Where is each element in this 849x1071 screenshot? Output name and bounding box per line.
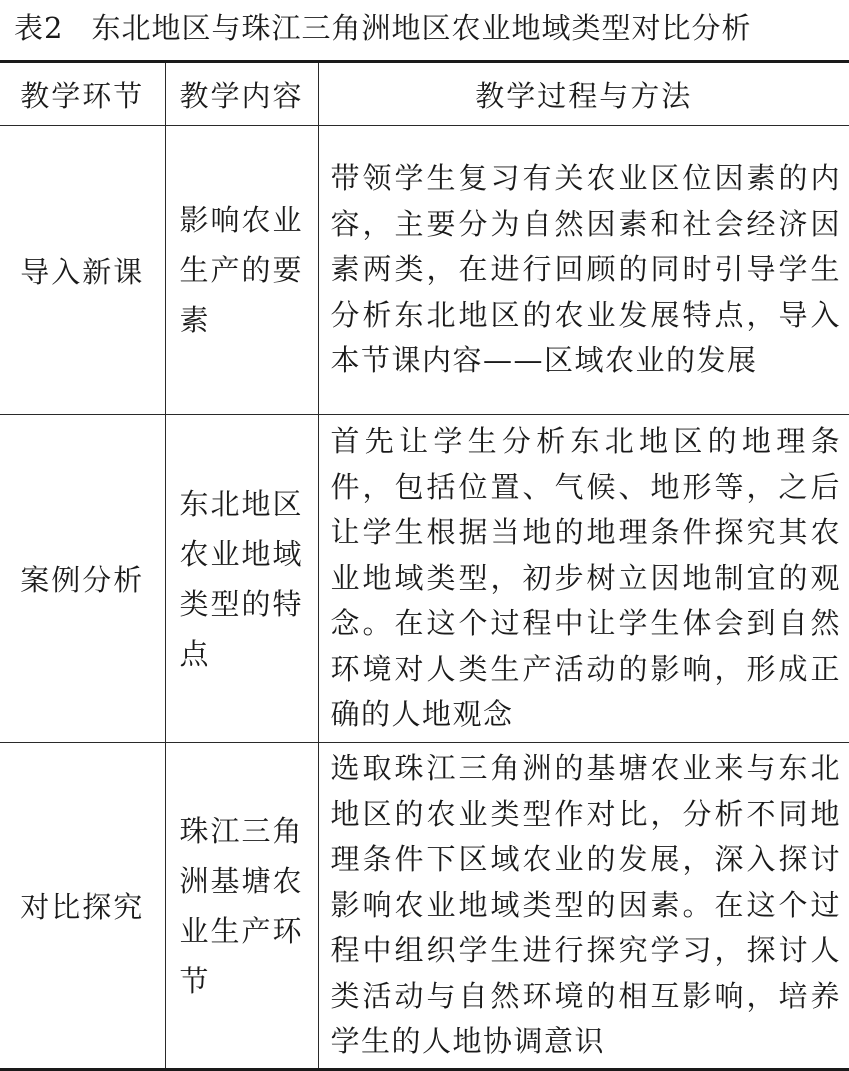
stage-cell: 导入新课 (0, 126, 165, 415)
content-cell: 东北地区农业地域类型的特点 (165, 415, 318, 743)
table-row (0, 743, 849, 1070)
stage-cell: 对比探究 (0, 743, 165, 1070)
content-cell: 影响农业生产的要素 (165, 126, 318, 415)
stage-cell: 案例分析 (0, 415, 165, 743)
table-caption (14, 8, 844, 48)
process-cell: 首先让学生分析东北地区的地理条件，包括位置、气候、地形等，之后让学生根据当地的地理条件探究其农业地域类型，初步树立因地制宜的观念。在这个过程中让学生体会到自然环境对人类生产活动的影响，形成正确的人地观念 (318, 415, 849, 743)
process-cell: 选取珠江三角洲的基塘农业来与东北地区的农业类型作对比，分析不同地理条件下区域农业的发展，深入探讨影响农业地域类型的因素。在这个过程中组织学生进行探究学习，探讨人类活动与自然环境的相互影响，培养学生的人地协调意识 (318, 743, 849, 1070)
table-header-row (0, 62, 849, 126)
lesson-table (0, 60, 849, 1071)
header-process-and-method: 教学过程与方法 (318, 62, 849, 126)
content-cell: 珠江三角洲基塘农业生产环节 (165, 743, 318, 1070)
header-teaching-stage: 教学环节 (0, 62, 165, 126)
table-title: 东北地区与珠江三角洲地区农业地域类型对比分析 (91, 11, 752, 45)
table-row (0, 415, 849, 743)
table-row (0, 126, 849, 415)
table-number: 表2 (14, 11, 64, 45)
header-teaching-content: 教学内容 (165, 62, 318, 126)
process-cell: 带领学生复习有关农业区位因素的内容，主要分为自然因素和社会经济因素两类，在进行回顾的同时引导学生分析东北地区的农业发展特点，导入本节课内容——区域农业的发展 (318, 126, 849, 415)
